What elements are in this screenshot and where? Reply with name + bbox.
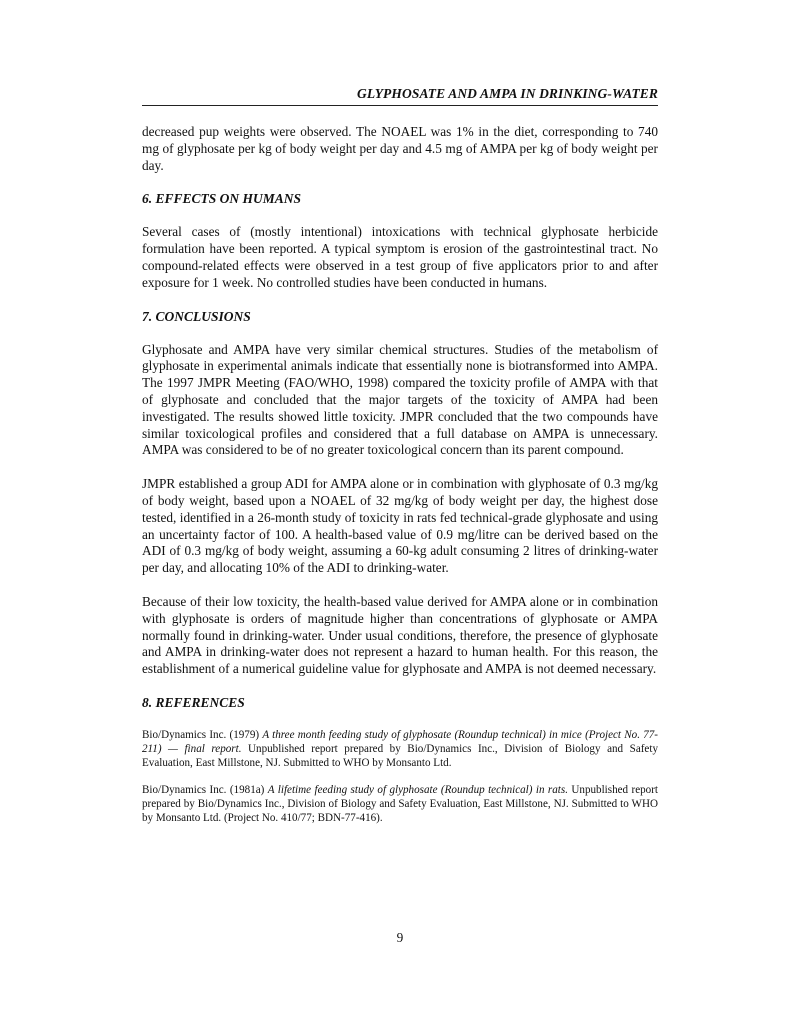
effects-paragraph: Several cases of (mostly intentional) intoxications with technical glyphosate herbicide formulation have been reported. A typical symptom is erosion of the gastrointestinal tract. No compound-related effects were observed in a test group of five applicators prior to and after exposure for 1 week. No controlled studies have been conducted in humans. [142,224,658,290]
conclusions-paragraph-3: Because of their low toxicity, the health-based value derived for AMPA alone or in combination with glyphosate is orders of magnitude higher than concentrations of glyphosate or AMPA normally found in drinking-water. Under usual conditions, therefore, the presence of glyphosate and AMPA in drinking-water does not represent a hazard to human health. For this reason, the establishment of a numerical guideline value for glyphosate and AMPA is not deemed necessary. [142,593,658,677]
reference-details: Unpublished report prepared by Bio/Dynamics Inc., Division of Biology and Safety Evaluation, East Millstone, NJ. Submitted to WHO by Monsanto Ltd. (Project No. 410/77; BDN-77-416). [142,783,658,824]
intro-paragraph: decreased pup weights were observed. The NOAEL was 1% in the diet, corresponding to 740 mg of glyphosate per kg of body weight per day and 4.5 mg of AMPA per kg of body weight per day. [142,124,658,173]
page-number: 9 [396,930,404,945]
reference-details: Unpublished report prepared by Bio/Dynamics Inc., Division of Biology and Safety Evaluation, East Millstone, NJ. Submitted to WHO by Monsanto Ltd. [142,742,658,769]
reference-entry [142,728,658,770]
reference-title: A three month feeding study of glyphosate (Roundup technical) in mice (Project No. 77-211) — final report. [142,728,658,755]
conclusions-paragraph-2: JMPR established a group ADI for AMPA alone or in combination with glyphosate of 0.3 mg/kg of body weight, based upon a NOAEL of 32 mg/kg of body weight per day, the highest dose tested, identified in a 26-month study of toxicity in rats fed technical-grade glyphosate and using an uncertainty factor of 100. A health-based value of 0.9 mg/litre can be derived based on the ADI of 0.3 mg/kg of body weight, assuming a 60-kg adult consuming 2 litres of drinking-water per day, and allocating 10% of the ADI to drinking-water. [142,476,658,576]
document-page [142,86,658,838]
section-heading-references: 8. REFERENCES [142,694,245,710]
reference-entry [142,783,658,825]
reference-author: Bio/Dynamics Inc. (1979) [142,728,263,741]
section-heading-effects: 6. EFFECTS ON HUMANS [142,191,302,207]
reference-title: A lifetime feeding study of glyphosate (Roundup technical) in rats. [267,783,568,796]
reference-author: Bio/Dynamics Inc. (1981a) [142,783,268,796]
running-title: GLYPHOSATE AND AMPA IN DRINKING-WATER [142,86,658,106]
conclusions-paragraph-1: Glyphosate and AMPA have very similar chemical structures. Studies of the metabolism of glyphosate in experimental animals indicate that essentially none is biotransformed into AMPA. The 1997 JMPR Meeting (FAO/WHO, 1998) compared the toxicity profile of AMPA with that of glyphosate and concluded that the major targets of the toxicity of AMPA had been investigated. The results showed little toxicity. JMPR concluded that the two compounds have similar toxicological profiles and considered that a full database on AMPA is unnecessary. AMPA was considered to be of no greater toxicological concern than its parent compound. [142,341,658,458]
section-heading-conclusions: 7. CONCLUSIONS [142,308,251,324]
